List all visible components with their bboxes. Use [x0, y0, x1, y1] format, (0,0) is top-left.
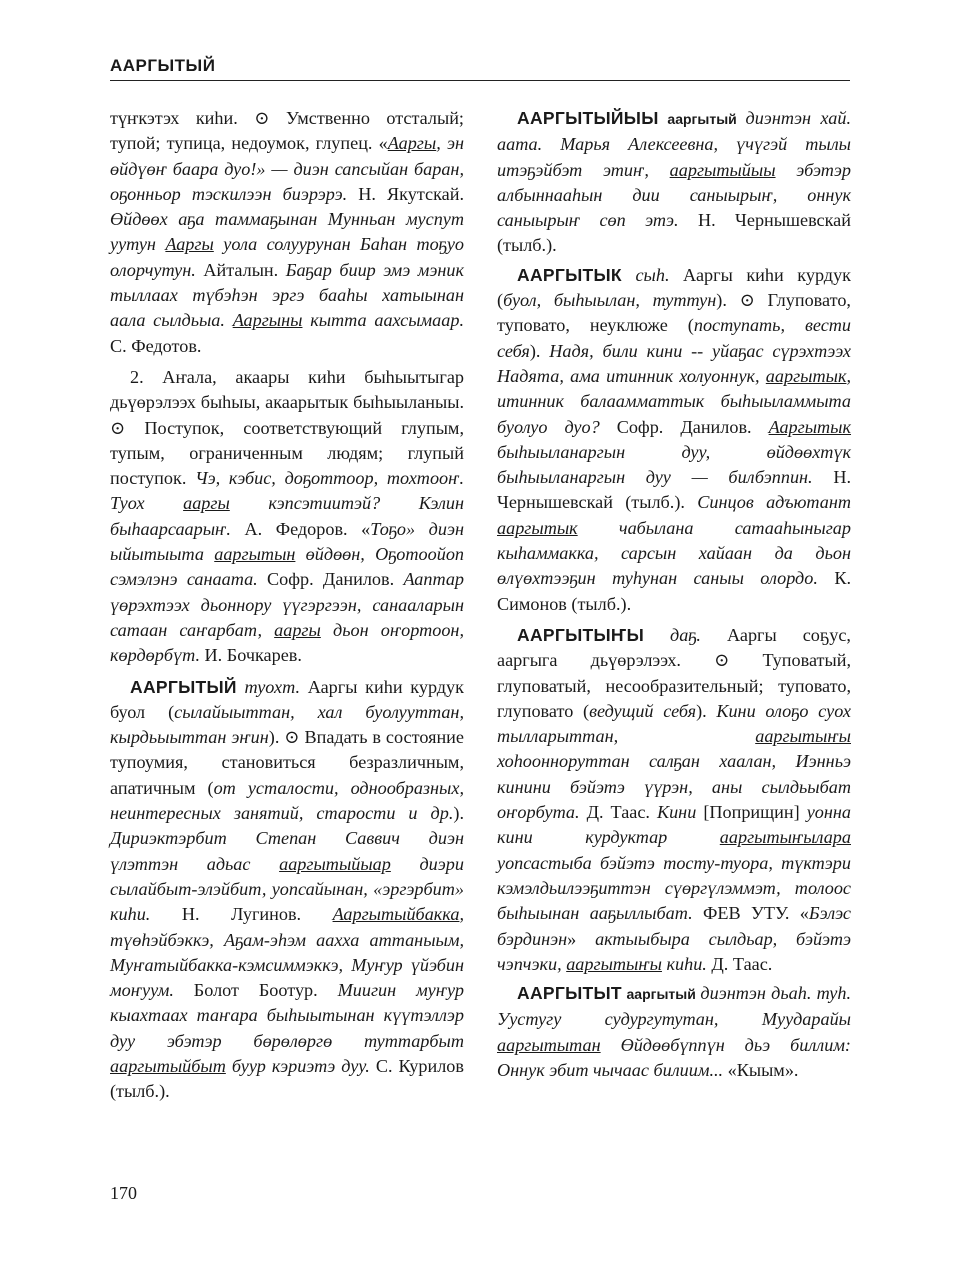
headword: ААРГЫТЫК [517, 264, 622, 285]
right-column [497, 106, 851, 1083]
left-column [110, 106, 464, 1105]
entry-aargytyk: ААРГЫТЫК сыһ. Ааргы киһи курдук (буол, быһыылан, туттун). ⊙ Глуповато, туповато, неуклюже (поступать, вести себя). Надя, били кини -- уйаҕас сүрэхтээх Надята, ама итинник холуоннук, ааргытык, итинник балаамматтык быһыыламмыта буолуо дуо? Софр. Данилов. Ааргытык быһыыланаргын дуу, өйдөөхтүк быһыыланаргын дуу — билбэппин. Н. Чернышевскай (тылб.). Синцов адъютант ааргытык чабылана сатааһыныгар кыһаммакка, сарсын хайаан да дьон өлүөхтээҕин туһунан саныы олордо. К. Симонов (тылб.). [497, 264, 852, 614]
entry-aargytyt: ААРГЫТЫТ ааргытый диэнтэн дьаһ. туһ. Уустугу судургутутан, Муударайы ааргытытан Өйдөөбүппүн дьэ биллим: Оннук эбит чычаас билиим... «Кыым». [497, 983, 851, 1080]
entry-sense-2: 2. Аҥала, акаары киһи быһыытыгар дьүөрэлээх быһыы, акаарытык быһыыланыы. ⊙ Поступок, соответствующий глупым, тупым, ограниченным людям; глупый поступок. Чэ, кэбис, доҕоттоор, тохтооҥ. Туох ааргы кэпсэтиитэй? Кэлин быһаарсаарыҥ. А. Федоров. «Тоҕо» диэн ыйытыыта ааргытын өйдөөн, Оҕотоойоп сэмэлэнэ санаата. Софр. Данилов. Ааптар үөрэхтээх дьоннору үүгэргээн, санааларын сатаан саҥарбат, ааргы дьон оҥортоон, көрдөрбүт. И. Бочкарев. [110, 366, 465, 666]
headword: ААРГЫТЫЙ [130, 676, 237, 697]
headword: ААРГЫТЫТ [517, 983, 622, 1004]
entry-aargytyi: ААРГЫТЫЙ туохт. Ааргы киһи курдук буол (сылайыыттан, хал буолууттан, кырдьыыттан эҥин). ⊙ Впадать в состояние тупоумия, становиться безразличным, апатичным (от усталости, однообразных, неинтересных занятий, старости и др.). Дириэктэрбит Степан Саввич диэн үлэттэн адьас ааргытыйыар диэри сылайбыт-элэйбит, уопсайынан, «эргэрбит» киһи. Н. Лугинов. Ааргытыйбакка, түөһэйбэккэ, Аҕам-эһэм аахха аттаныым, Муҥатыйбакка-кэмсиммэккэ, Муҥур үйэбин моҥуум. Болот Боотур. Миигин муҥур кыахтаах таҥара быһыытынан күүтэллэр дуу эбэтэр бөрөлөргө туттарбыт ааргытыйбыт буур кэриэтэ дуу. С. Курилов (тылб.). [110, 676, 464, 1102]
entry-continuation: түҥкэтэх киһи. ⊙ Умственно отсталый; тупой; тупица, недоумок, глупец. «Ааргы, эн өйдүөҥ баара дуо!» — диэн сапсыйан баран, оҕонньор тэскилээн биэрэрэ. Н. Якутскай. Өйдөөх аҕа таммаҕынан Мунньан муспут уутун Ааргы уола солуурунан Баһан тоҕуо олорчутун. Айталын. Баҕар биир эмэ мэник тыллаах түбэһэн эргэ бааһы хатыынан аала сылдьыа. Ааргыны кытта аахсымаар. С. Федотов. [110, 108, 465, 356]
page-header [110, 56, 850, 81]
entry-aargytyiyy: ААРГЫТЫЙЫЫ ааргытый диэнтэн хай. аата. Марья Алексеевна, үчүгэй тылы итэҕэйбэт этиҥ, ааргытыйыы эбэтэр албыннааһын дии саныырыҥ, оннук саныырыҥ сөп этэ. Н. Чернышевскай (тылб.). [497, 108, 851, 256]
running-head: ААРГЫТЫЙ [110, 56, 216, 75]
page-number: 170 [110, 1183, 137, 1203]
headword: ААРГЫТЫҤЫ [517, 624, 645, 645]
headword: ААРГЫТЫЙЫЫ [517, 108, 659, 128]
entry-aargytyngy: ААРГЫТЫҤЫ даҕ. Ааргы соҕус, ааргыга дьүөрэлээх. ⊙ Туповатый, глуповатый, несообразительный; туповато, глуповато (ведущий себя). Кини олоҕо суох тылларыттан, ааргытыҥы хоһоонноруттан салҕан хаалан, Иэнньэ кинини бэйэтэ үүрэн, аны сылдьыбат оҥорбута. Д. Таас. Кини [Поприщин] уонна кини курдуктар ааргытыҥылара уопсастыба бэйэтэ тосту-туора, түктэри кэмэлдьилээҕиттэн сүөргүлэммэт, толоос быһыынан ааҕыллыбат. ФЕВ УТУ. «Бэлэс бэрдинэн» актыыбыра сылдьар, бэйэтэ чэпчэки, ааргытыҥы киһи. Д. Таас. [497, 624, 852, 974]
